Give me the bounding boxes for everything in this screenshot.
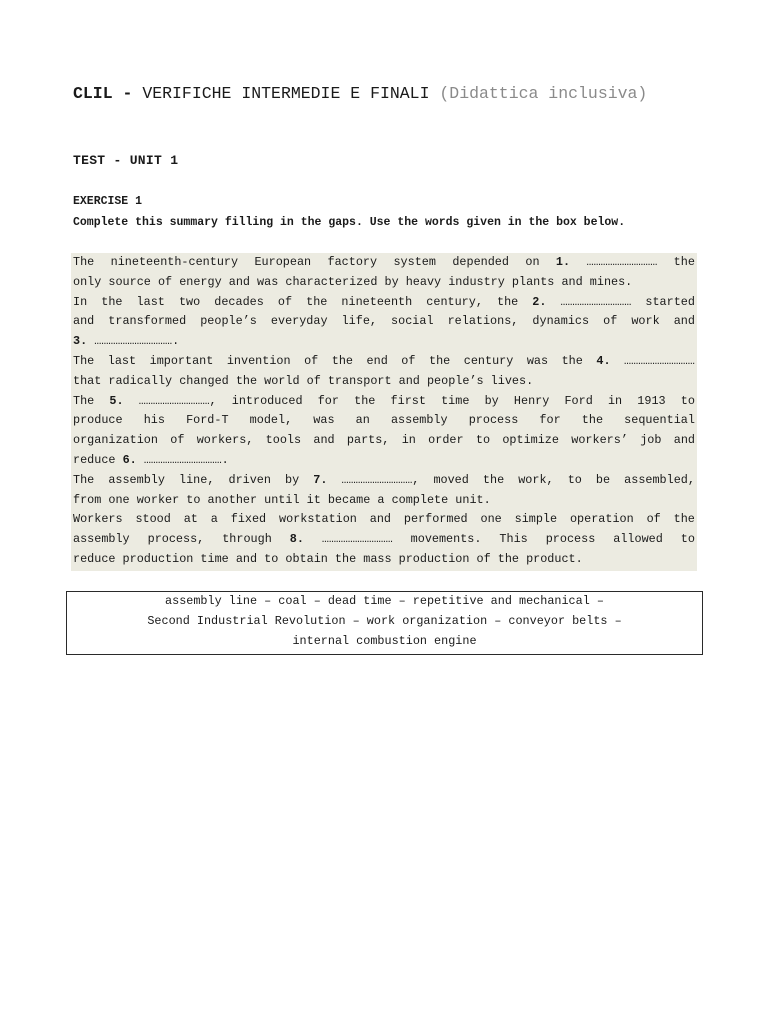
exercise-instructions: Complete this summary filling in the gaps. Use the words given in the box below. <box>73 216 626 229</box>
summary-line: from one worker to another until it became a complete unit. <box>73 492 491 507</box>
summary-line: The 5. …………………………, introduced for the first time by Henry Ford in 1913 to <box>73 393 695 408</box>
summary-line: reduce production time and to obtain the mass production of the product. <box>73 551 583 566</box>
exercise-label: EXERCISE 1 <box>73 195 143 208</box>
summary-line: produce his Ford-T model, was an assembly process for the sequential <box>73 413 695 428</box>
word-box <box>66 591 703 655</box>
summary-line: In the last two decades of the nineteenth century, the 2. ………………………… started <box>73 294 695 309</box>
summary-line: Workers stood at a fixed workstation and performed one simple operation of the <box>73 512 695 527</box>
summary-line: assembly process, through 8. ………………………… movements. This process allowed to <box>73 532 695 547</box>
summary-line: The last important invention of the end of the century was the 4. ………………………… <box>73 353 695 368</box>
summary-line: reduce 6. ……………………………. <box>73 452 229 467</box>
word-box-line: Second Industrial Revolution – work organization – conveyor belts – <box>147 613 622 628</box>
summary-passage <box>71 253 697 571</box>
summary-line: 3. ……………………………. <box>73 334 180 349</box>
header-note: (Didattica inclusiva) <box>439 84 648 103</box>
summary-line: only source of energy and was characterized by heavy industry plants and mines. <box>73 274 633 289</box>
header-prefix: CLIL - <box>73 84 133 103</box>
summary-line: that radically changed the world of transport and people’s lives. <box>73 373 534 388</box>
summary-line: and transformed people’s everyday life, social relations, dynamics of work and <box>73 314 695 329</box>
summary-line: The assembly line, driven by 7. …………………………, moved the work, to be assembled, <box>73 472 695 487</box>
summary-line: The nineteenth-century European factory system depended on 1. ………………………… the <box>73 255 695 269</box>
page-header <box>73 84 647 103</box>
test-title: TEST - UNIT 1 <box>73 153 179 168</box>
header-title: VERIFICHE INTERMEDIE E FINALI <box>142 84 430 103</box>
summary-line: organization of workers, tools and parts, in order to optimize workers’ job and <box>73 433 695 448</box>
word-box-line: assembly line – coal – dead time – repetitive and mechanical – <box>165 594 604 608</box>
word-box-line: internal combustion engine <box>292 633 477 648</box>
